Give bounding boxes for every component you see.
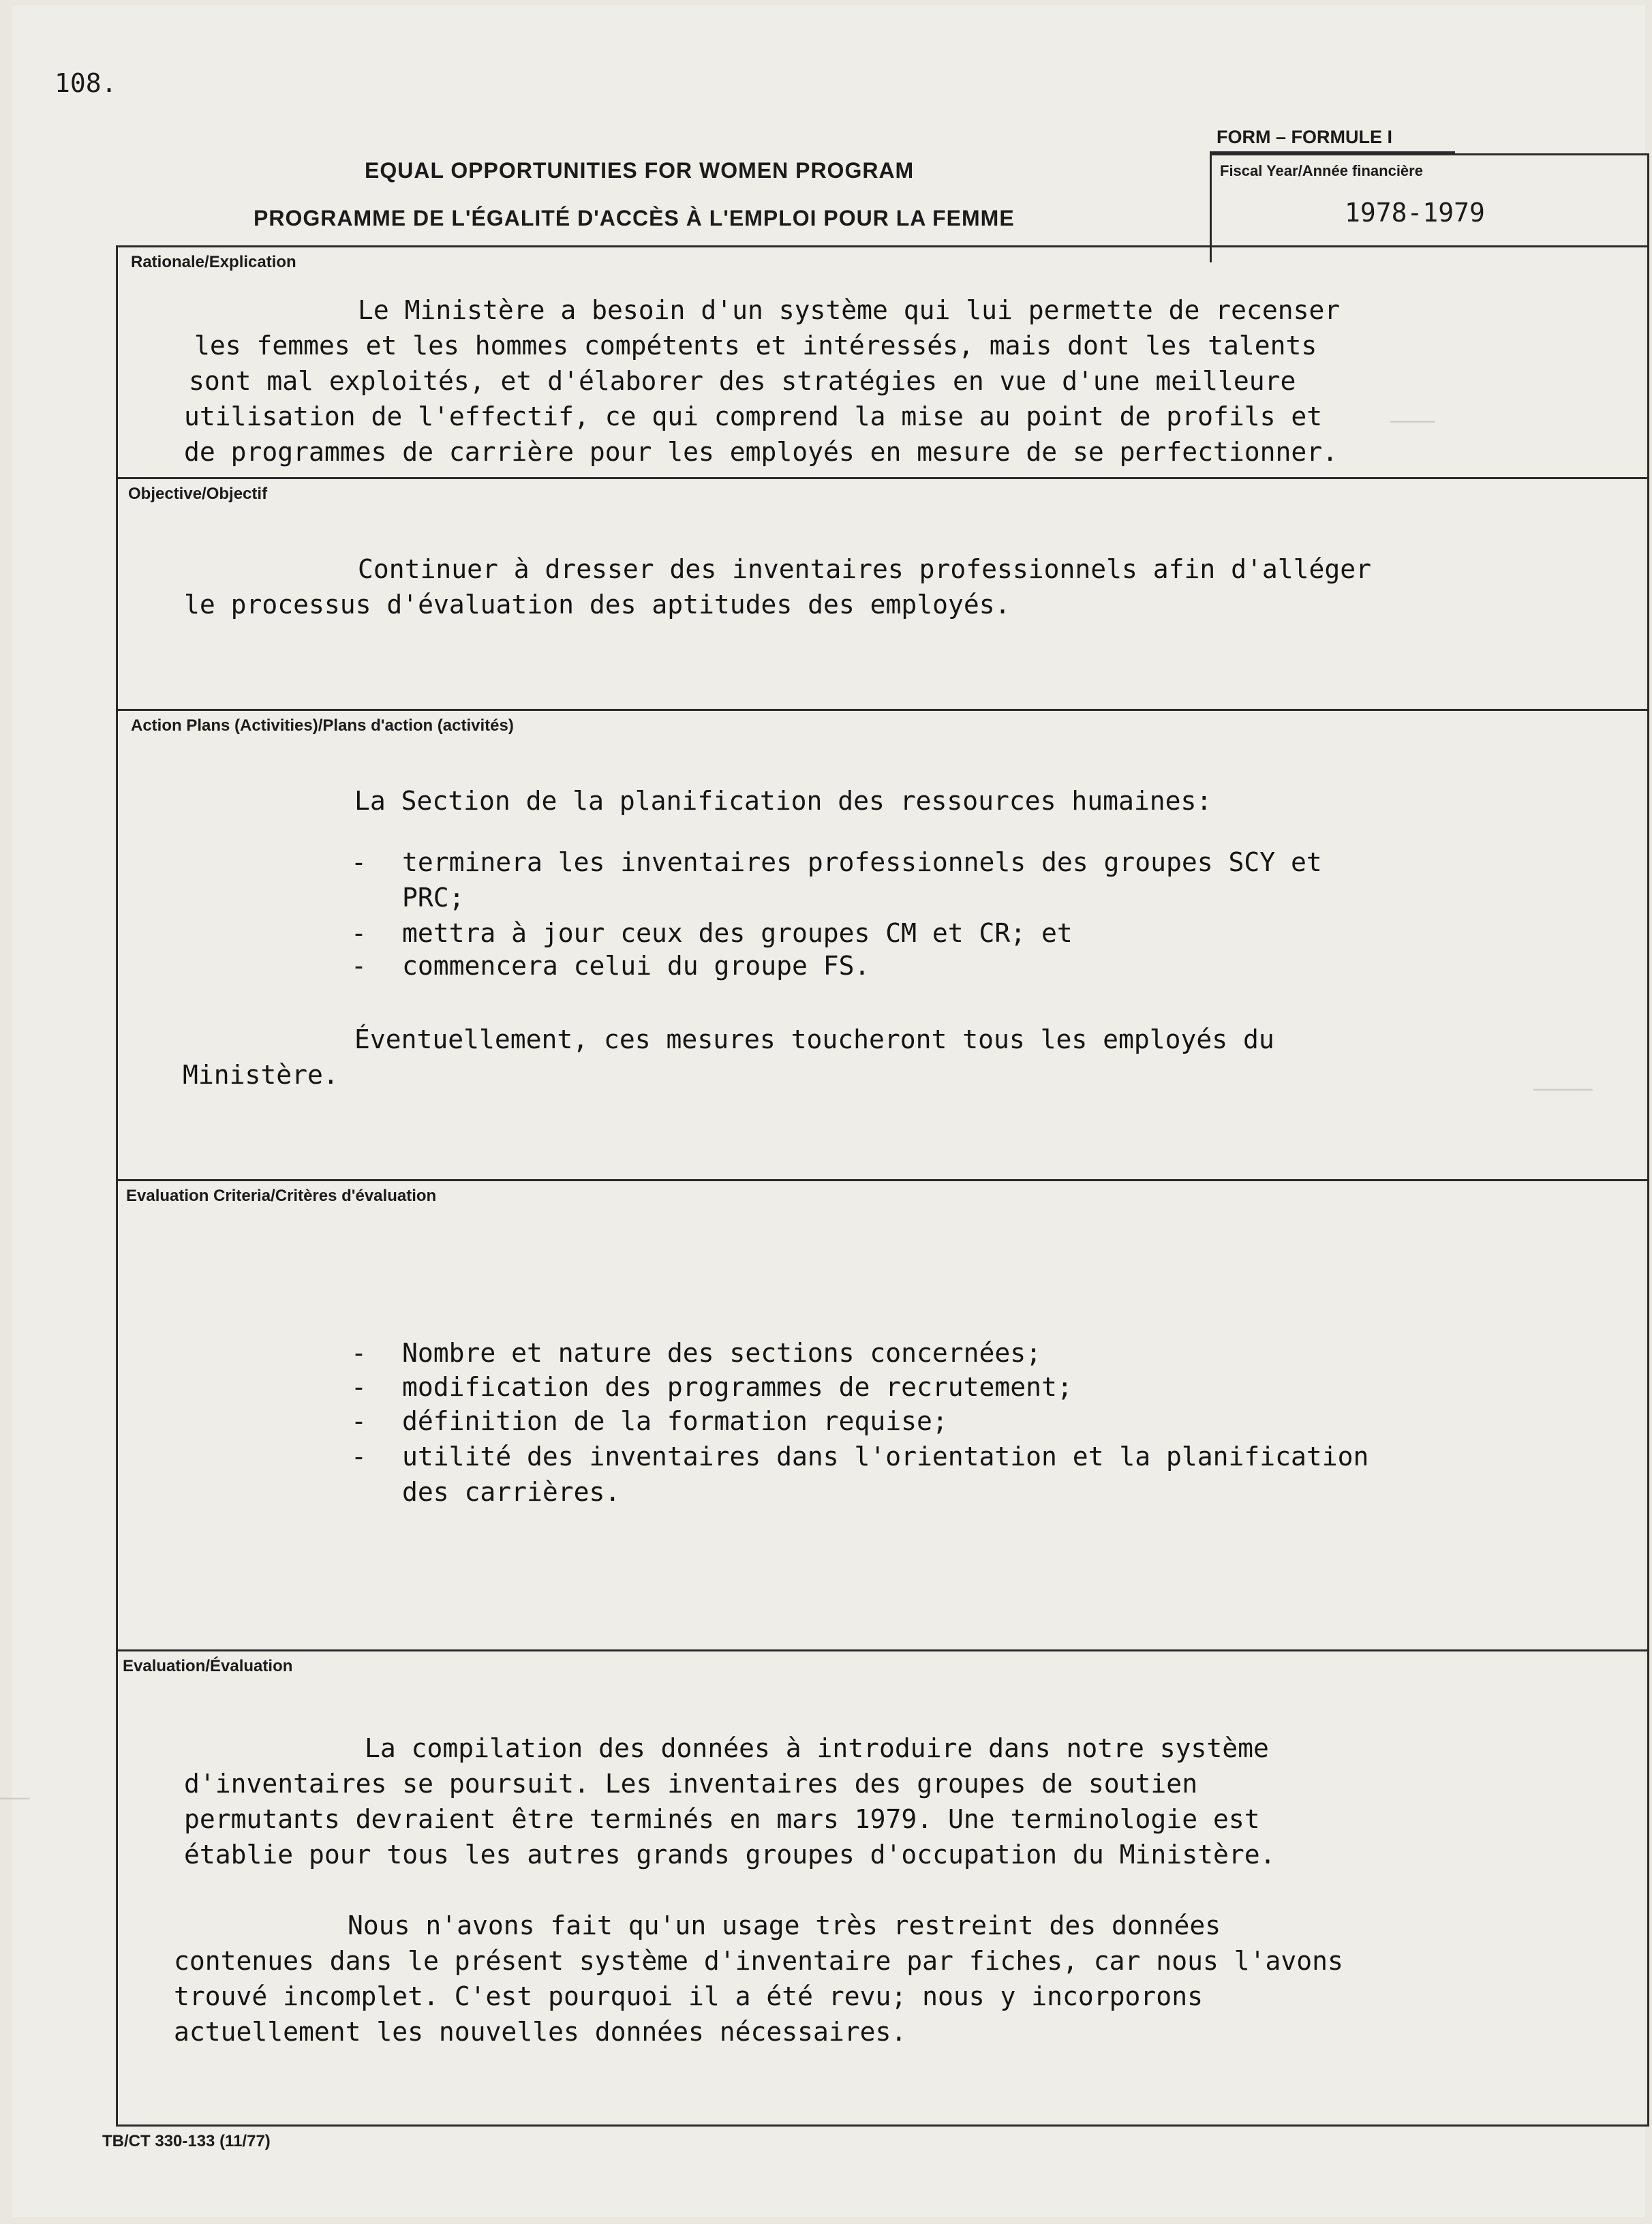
criteria-item: Nombre et nature des sections concernées; [402, 1338, 1041, 1368]
program-title-fr: PROGRAMME DE L'ÉGALITÉ D'ACCÈS À L'EMPLOI POUR LA FEMME [254, 206, 1015, 230]
evaluation-criteria-section [116, 1179, 1649, 1649]
evaluation-line: La compilation des données à introduire dans notre système [365, 1733, 1269, 1763]
evaluation-line: établie pour tous les autres grands groupes d'occupation du Ministère. [184, 1840, 1276, 1870]
action-item: PRC; [402, 883, 465, 913]
action-plans-label: Action Plans (Activities)/Plans d'action (activités) [131, 716, 514, 735]
action-item: mettra à jour ceux des groupes CM et CR; et [402, 918, 1073, 948]
form-code: TB/CT 330-133 (11/77) [102, 2132, 271, 2150]
action-closing: Éventuellement, ces mesures toucheront tous les employés du [354, 1024, 1274, 1054]
objective-label: Objective/Objectif [128, 485, 268, 503]
bullet-dash: - [351, 951, 367, 981]
bullet-dash: - [351, 1372, 367, 1402]
rationale-line: utilisation de l'effectif, ce qui comprend la mise au point de profils et [184, 401, 1323, 431]
rationale-line: sont mal exploités, et d'élaborer des stratégies en vue d'une meilleure [189, 366, 1296, 396]
evaluation-section [116, 1649, 1649, 2127]
evaluation-line: permutants devraient être terminés en mars 1979. Une terminologie est [184, 1804, 1260, 1834]
fiscal-year-label: Fiscal Year/Année financière [1220, 162, 1423, 179]
form-label: FORM – FORMULE I [1217, 127, 1392, 147]
objective-line: Continuer à dresser des inventaires professionnels afin d'alléger [358, 554, 1372, 584]
evaluation-line: Nous n'avons fait qu'un usage très restreint des données [348, 1910, 1221, 1940]
action-item: terminera les inventaires professionnels des groupes SCY et [402, 847, 1322, 877]
criteria-item: modification des programmes de recrutement; [402, 1372, 1073, 1402]
evaluation-line: trouvé incomplet. C'est pourquoi il a été revu; nous y incorporons [174, 1981, 1203, 2011]
bleed-through-mark: ── [0, 1786, 30, 1814]
bullet-dash: - [351, 1442, 367, 1472]
action-intro: La Section de la planification des ressources humaines: [354, 786, 1212, 816]
bullet-dash: - [351, 918, 367, 948]
evaluation-line: actuellement les nouvelles données nécessaires. [174, 2017, 907, 2047]
evaluation-label: Evaluation/Évaluation [123, 1657, 293, 1675]
page-number: 108. [55, 68, 117, 98]
action-plans-section [116, 709, 1649, 1179]
evaluation-line: d'inventaires se poursuit. Les inventaires des groupes de soutien [184, 1769, 1198, 1799]
rationale-section [116, 245, 1649, 477]
program-title-en: EQUAL OPPORTUNITIES FOR WOMEN PROGRAM [365, 158, 915, 183]
bullet-dash: - [351, 1406, 367, 1436]
bleed-through-mark: ─── [1390, 409, 1435, 437]
evaluation-criteria-label: Evaluation Criteria/Critères d'évaluation [126, 1187, 437, 1205]
action-closing: Ministère. [183, 1060, 339, 1090]
criteria-item: utilité des inventaires dans l'orientation et la planification [402, 1442, 1369, 1472]
evaluation-line: contenues dans le présent système d'inventaire par fiches, car nous l'avons [174, 1946, 1343, 1976]
rationale-line: Le Ministère a besoin d'un système qui lui permette de recenser [358, 295, 1341, 325]
bullet-dash: - [351, 847, 367, 877]
rationale-label: Rationale/Explication [131, 253, 296, 271]
criteria-item: des carrières. [402, 1477, 621, 1507]
rationale-line: les femmes et les hommes compétents et intéressés, mais dont les talents [194, 331, 1317, 361]
rationale-line: de programmes de carrière pour les employés en mesure de se perfectionner. [184, 437, 1338, 467]
objective-section [116, 477, 1649, 709]
objective-line: le processus d'évaluation des aptitudes des employés. [184, 590, 1011, 620]
bullet-dash: - [351, 1338, 367, 1368]
bleed-through-mark: ──── [1533, 1077, 1593, 1105]
criteria-item: définition de la formation requise; [402, 1406, 948, 1436]
action-item: commencera celui du groupe FS. [402, 951, 870, 981]
fiscal-year-value: 1978-1979 [1345, 198, 1485, 228]
